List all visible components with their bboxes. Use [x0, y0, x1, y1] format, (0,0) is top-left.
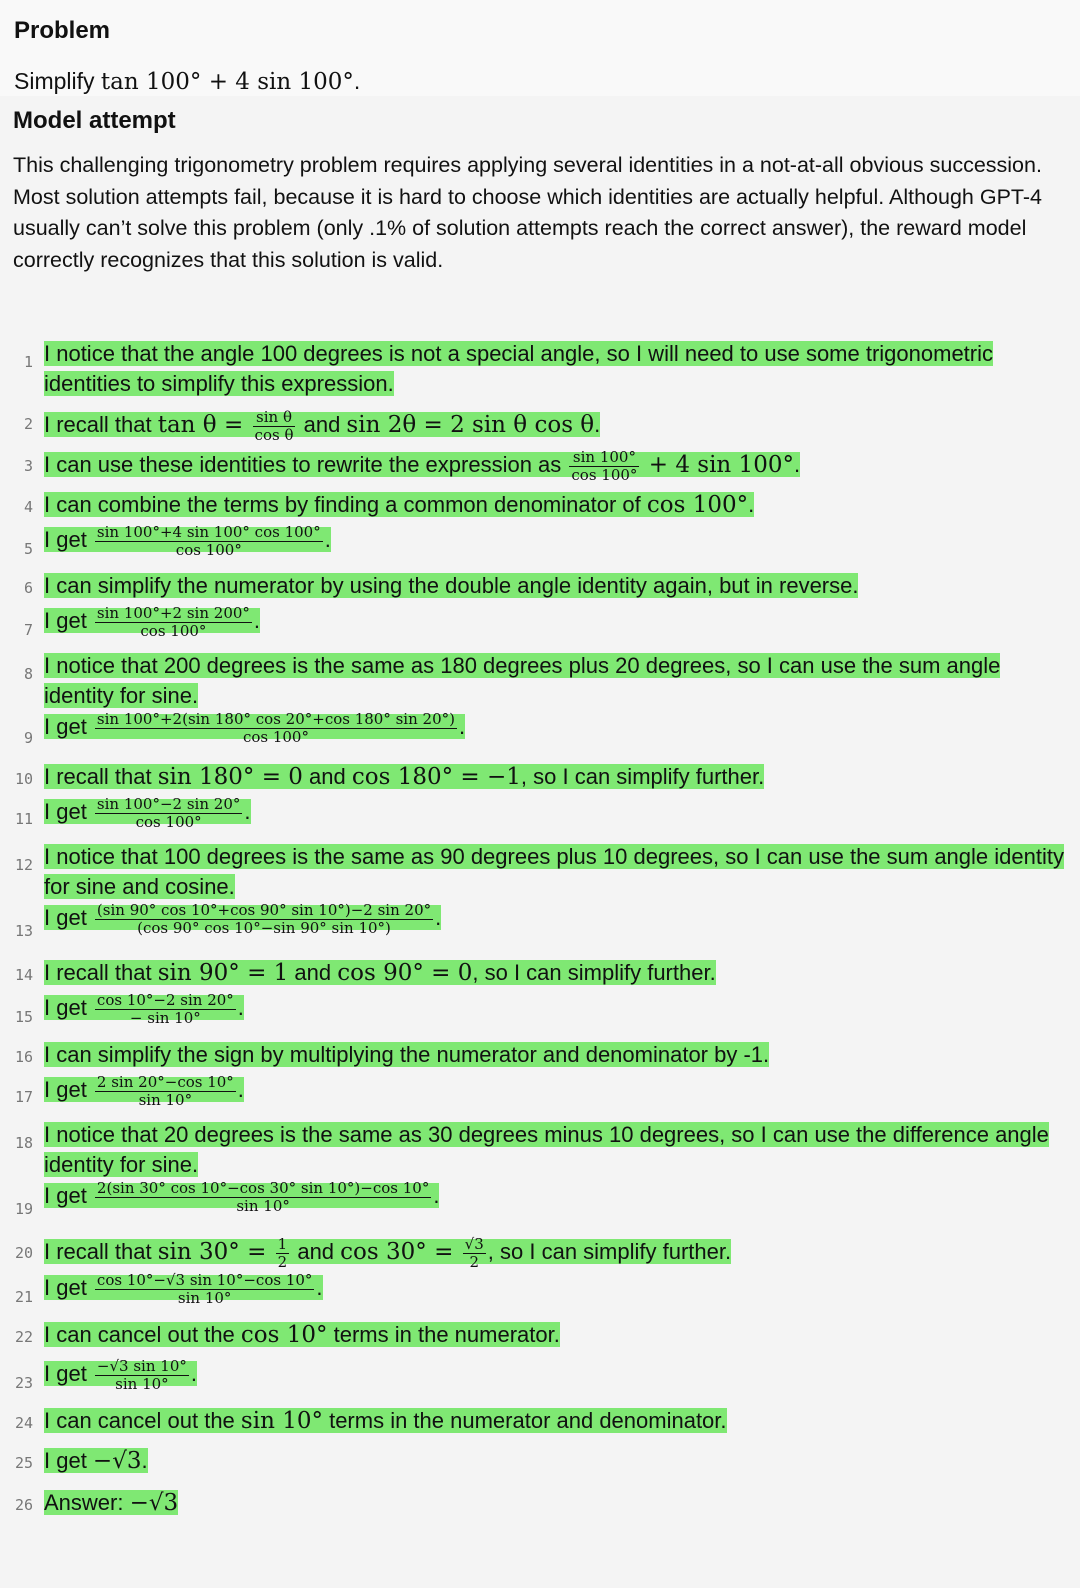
math-fraction — [276, 1236, 290, 1271]
step-text-segment: I can simplify the numerator by using the double angle identity again, but in reverse. — [44, 573, 859, 598]
math-expression: sin 90° = 1 — [157, 960, 289, 986]
solution-step — [13, 571, 1066, 601]
math-fraction — [95, 796, 242, 831]
math-fraction — [95, 711, 457, 746]
step-text — [44, 448, 801, 484]
solution-step — [13, 409, 1066, 444]
step-number: 6 — [23, 579, 33, 597]
step-text-segment: . — [748, 492, 755, 517]
fraction-denominator: (cos 90° cos 10°−sin 90° sin 10°) — [137, 919, 391, 937]
step-number: 17 — [14, 1088, 33, 1106]
step-number: 14 — [14, 966, 33, 984]
fraction-numerator: 1 — [277, 1235, 288, 1253]
step-text — [44, 1322, 560, 1347]
step-text-segment: . — [141, 1448, 148, 1473]
solution-step — [13, 1406, 1066, 1436]
solution-step — [13, 1320, 1066, 1350]
step-number: 5 — [23, 540, 33, 558]
math-expression: sin 2θ = 2 sin θ cos θ — [346, 412, 595, 439]
step-number: 8 — [23, 665, 33, 683]
step-text-segment: I notice that the angle 100 degrees is not a special angle, so I will need to use some trigonometric identities to simplify this expression. — [44, 341, 994, 396]
step-text-segment: . — [237, 995, 244, 1021]
model-attempt-section — [0, 96, 1080, 1588]
step-number: 11 — [14, 810, 33, 828]
math-expression: cos 10° — [240, 1322, 328, 1348]
solution-step — [13, 1446, 1066, 1476]
math-expression: cos 30° = — [340, 1239, 461, 1266]
step-text-segment: I can cancel out the — [44, 1322, 241, 1347]
step-text-segment: I can simplify the sign by multiplying the numerator and denominator by -1. — [44, 1042, 770, 1067]
step-text-segment: I recall that — [44, 764, 158, 789]
step-text-segment: I can combine the terms by finding a common denominator of — [44, 492, 647, 517]
fraction-denominator: − sin 10° — [129, 1009, 201, 1027]
fraction-denominator: cos θ — [254, 426, 294, 444]
step-text-segment: I recall that — [44, 1239, 158, 1265]
step-text-segment: I get — [44, 799, 93, 825]
math-expression: sin 10° — [240, 1408, 323, 1434]
solution-step — [13, 1488, 1066, 1518]
math-fraction — [95, 992, 236, 1027]
step-text-segment: I can use these identities to rewrite the expression as — [44, 452, 568, 478]
math-fraction — [569, 449, 639, 484]
math-expression: −√3 — [92, 1448, 142, 1474]
step-text — [44, 1179, 440, 1215]
math-expression: cos 180° = −1 — [351, 764, 521, 790]
step-text — [44, 1448, 148, 1473]
step-text-segment: I can cancel out the — [44, 1408, 241, 1433]
solution-step — [13, 605, 1066, 640]
fraction-numerator: 2(sin 30° cos 10°−cos 30° sin 10°)−cos 10° — [96, 1179, 430, 1197]
step-number: 2 — [23, 415, 33, 433]
step-text-segment: . — [433, 1183, 440, 1209]
step-text — [44, 710, 466, 746]
step-text-segment: I get — [44, 1077, 93, 1103]
step-text-segment: I notice that 200 degrees is the same as 180 degrees plus 20 degrees, so I can use the sum angle identity for sine. — [44, 653, 1001, 708]
attempt-intro: This challenging trigonometry problem requires applying several identities in a not-at-all obvious succession. Most solution attempts fail, because it is hard to choose which identities are actually helpful. Although GPT-4 usually can’t solve this problem (only .1% of solution attempts reach the correct answer), the reward model correctly recognizes that this solution is valid. — [13, 153, 1042, 272]
step-text — [44, 1408, 727, 1433]
solution-step — [13, 958, 1066, 988]
step-number: 23 — [14, 1374, 33, 1392]
fraction-denominator: cos 100° — [135, 813, 202, 831]
fraction-denominator: cos 100° — [571, 466, 638, 484]
step-number: 9 — [23, 729, 33, 747]
solution-step — [13, 711, 1066, 746]
problem-suffix: . — [353, 68, 361, 94]
fraction-denominator: 2 — [469, 1253, 479, 1271]
step-text-segment: , so I can simplify further. — [520, 764, 765, 789]
fraction-numerator: √3 — [464, 1235, 484, 1253]
solution-step — [13, 762, 1066, 792]
fraction-numerator: sin θ — [253, 409, 296, 427]
step-text-segment: , so I can simplify further. — [487, 1239, 732, 1265]
step-number: 1 — [23, 353, 33, 371]
solution-step — [13, 992, 1066, 1027]
fraction-denominator: cos 100° — [242, 728, 309, 746]
solution-step — [13, 1272, 1066, 1307]
math-fraction — [95, 605, 252, 640]
step-text-segment: I get — [44, 905, 93, 931]
fraction-numerator: cos 10°−√3 sin 10°−cos 10° — [96, 1271, 313, 1289]
step-text — [44, 1271, 323, 1307]
step-text-segment: . — [237, 1077, 244, 1103]
step-text — [44, 1235, 732, 1271]
problem-expression: tan 100° + 4 sin 100° — [100, 69, 354, 95]
math-fraction — [95, 1358, 189, 1393]
solution-step — [13, 1040, 1066, 1070]
step-number: 4 — [23, 498, 33, 516]
step-number: 13 — [14, 922, 33, 940]
step-text-segment: and — [291, 1239, 341, 1265]
math-expression: sin 30° = — [157, 1239, 274, 1266]
step-text-segment: I get — [44, 995, 93, 1021]
solution-step — [13, 1358, 1066, 1393]
step-text-segment: Answer: — [44, 1490, 130, 1515]
fraction-denominator: 2 — [277, 1253, 288, 1271]
step-text-segment: . — [793, 452, 801, 478]
step-number: 15 — [14, 1008, 33, 1026]
step-text-segment: . — [435, 905, 442, 931]
fraction-numerator: 2 sin 20°−cos 10° — [96, 1073, 234, 1091]
fraction-numerator: sin 100°+4 sin 100° cos 100° — [96, 523, 321, 541]
math-fraction — [95, 1074, 236, 1109]
step-text-segment: I recall that — [44, 412, 158, 438]
step-text-segment: . — [594, 412, 601, 438]
solution-step — [13, 1179, 1066, 1218]
step-text-segment: I get — [44, 1448, 93, 1473]
step-text-segment: I get — [44, 1275, 93, 1301]
solution-step — [13, 651, 1066, 711]
math-fraction — [463, 1236, 486, 1271]
step-text — [44, 1073, 244, 1109]
step-text-segment: I get — [44, 527, 93, 553]
step-text-segment: and — [297, 412, 347, 438]
step-number: 22 — [14, 1328, 33, 1346]
step-number: 12 — [14, 856, 33, 874]
math-expression: + 4 sin 100° — [641, 452, 794, 479]
step-number: 24 — [14, 1414, 33, 1432]
step-text — [44, 764, 764, 789]
fraction-numerator: sin 100°+2(sin 180° cos 20°+cos 180° sin 20°) — [96, 710, 455, 728]
problem-heading: Problem — [14, 17, 111, 44]
step-text-segment: . — [190, 1361, 197, 1387]
math-fraction — [95, 902, 433, 937]
step-number: 10 — [14, 770, 33, 788]
math-expression: cos 100° — [646, 492, 749, 518]
problem-text — [14, 66, 1066, 97]
solution-step — [13, 490, 1066, 520]
step-text — [44, 960, 716, 985]
problem-section — [0, 0, 1080, 96]
step-text — [44, 901, 442, 937]
step-text — [44, 795, 251, 831]
step-text-segment: . — [253, 608, 261, 634]
step-text — [44, 573, 858, 598]
math-expression: sin 180° = 0 — [157, 764, 303, 790]
step-text-segment: I recall that — [44, 960, 158, 985]
step-text — [44, 492, 754, 517]
step-number: 18 — [14, 1134, 33, 1152]
fraction-numerator: −√3 sin 10° — [96, 1357, 187, 1375]
fraction-denominator: sin 10° — [138, 1091, 193, 1109]
step-text-segment: terms in the numerator and denominator. — [322, 1408, 727, 1433]
step-text — [44, 1490, 178, 1515]
solution-step — [13, 339, 1066, 399]
step-text-segment: . — [316, 1275, 323, 1301]
fraction-numerator: (sin 90° cos 10°+cos 90° sin 10°)−2 sin 20° — [96, 901, 432, 919]
problem-prefix: Simplify — [14, 68, 101, 94]
solution-step — [13, 1074, 1066, 1109]
solution-step — [13, 1236, 1066, 1271]
step-text-segment: and — [302, 764, 352, 789]
step-text — [44, 523, 331, 559]
math-expression: −√3 — [129, 1490, 179, 1516]
step-text — [44, 991, 244, 1027]
step-number: 7 — [23, 621, 33, 639]
step-text — [44, 1357, 197, 1393]
math-fraction — [95, 1180, 431, 1215]
math-expression: cos 90° = 0 — [337, 960, 473, 986]
math-fraction — [95, 524, 323, 559]
step-text-segment: I notice that 20 degrees is the same as 30 degrees minus 10 degrees, so I can use the difference angle identity for sine. — [44, 1122, 1049, 1177]
fraction-denominator: cos 100° — [140, 622, 207, 640]
solution-step — [13, 842, 1066, 902]
fraction-denominator: cos 100° — [175, 541, 242, 559]
step-text-segment: , so I can simplify further. — [472, 960, 716, 985]
step-number: 20 — [14, 1244, 33, 1262]
fraction-denominator: sin 10° — [177, 1289, 232, 1307]
step-text-segment: . — [458, 714, 466, 740]
solution-step — [13, 901, 1066, 940]
step-number: 21 — [14, 1288, 33, 1306]
fraction-numerator: cos 10°−2 sin 20° — [96, 991, 234, 1009]
fraction-denominator: sin 10° — [115, 1375, 169, 1393]
step-text-segment: . — [324, 527, 331, 553]
fraction-numerator: sin 100°−2 sin 20° — [96, 795, 241, 813]
step-number: 3 — [23, 457, 33, 475]
solution-step — [13, 1120, 1066, 1180]
step-text-segment: I get — [44, 1361, 93, 1387]
step-number: 25 — [14, 1454, 33, 1472]
step-text-segment: I get — [44, 608, 93, 634]
solution-step — [13, 524, 1066, 559]
fraction-numerator: sin 100° — [569, 449, 639, 467]
fraction-numerator: sin 100°+2 sin 200° — [96, 604, 250, 622]
math-expression: tan θ = — [157, 412, 251, 439]
step-text-segment: I get — [44, 1183, 93, 1209]
solution-step — [13, 449, 1066, 484]
step-text — [44, 844, 1064, 899]
step-text — [44, 408, 601, 444]
step-text — [44, 341, 993, 396]
step-text — [44, 653, 1000, 708]
fraction-denominator: sin 10° — [236, 1197, 290, 1215]
step-text — [44, 1042, 769, 1067]
math-fraction — [253, 409, 296, 444]
attempt-heading: Model attempt — [13, 107, 176, 134]
step-number: 16 — [14, 1048, 33, 1066]
step-number: 26 — [14, 1496, 33, 1514]
step-text-segment: I notice that 100 degrees is the same as 90 degrees plus 10 degrees, so I can use the sum angle identity for sine and cosine. — [44, 844, 1064, 899]
step-text-segment: terms in the numerator. — [327, 1322, 560, 1347]
step-text-segment: . — [244, 799, 251, 825]
step-number: 19 — [14, 1200, 33, 1218]
step-text-segment: and — [288, 960, 338, 985]
solution-step — [13, 796, 1066, 831]
math-fraction — [95, 1272, 315, 1307]
step-text — [44, 604, 261, 640]
step-text — [44, 1122, 1049, 1177]
step-text-segment: I get — [44, 714, 93, 740]
